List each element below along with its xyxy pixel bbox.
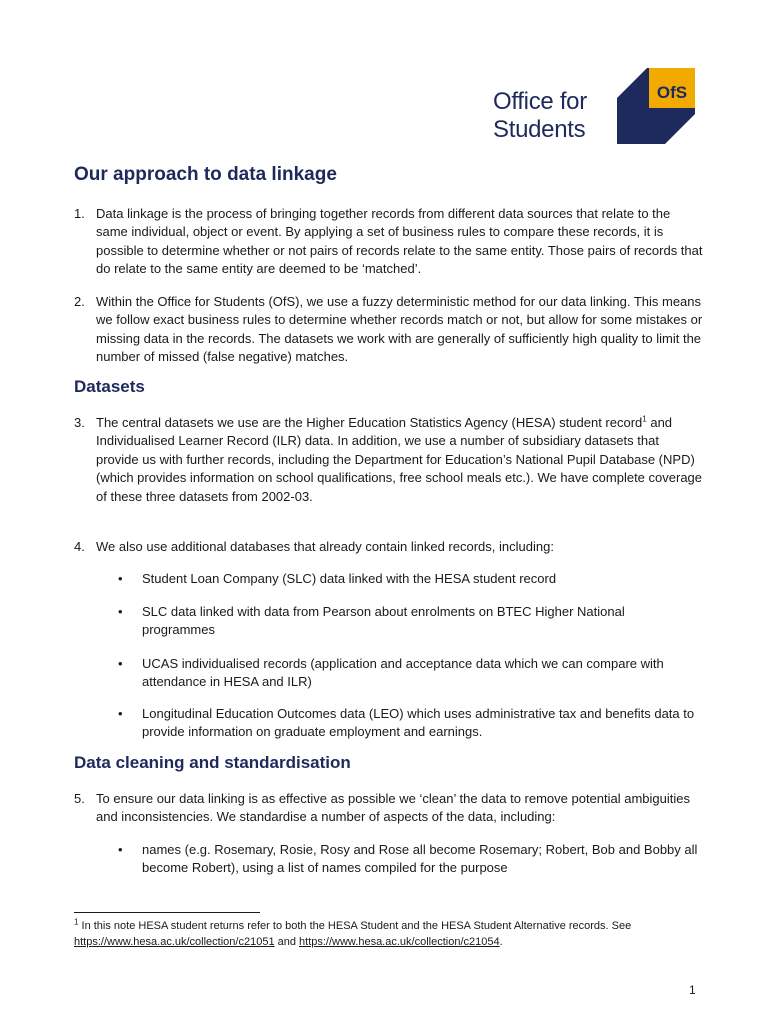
paragraph-3 [74, 414, 704, 506]
badge-text: OfS [656, 83, 688, 102]
paragraph-text: We also use additional databases that already contain linked records, including: [96, 539, 554, 554]
footnote-text-c: . [499, 936, 503, 948]
heading-data-cleaning: Data cleaning and standardisation [74, 753, 351, 772]
logo-wordmark [493, 88, 587, 144]
paragraph-number: 3. [74, 415, 85, 430]
footnote-marker: 1 [74, 917, 79, 927]
list-item-text: SLC data linked with data from Pearson about enrolments on BTEC Higher National programmes [142, 604, 625, 638]
list-item-text: Longitudinal Education Outcomes data (LEO) which uses administrative tax and benefits data to provide information on graduate employment and earnings. [142, 706, 695, 740]
bullet-glyph: • [118, 604, 123, 619]
paragraph-4 [74, 538, 704, 556]
ofs-badge-icon [617, 68, 695, 144]
page-number: 1 [689, 983, 696, 997]
footnote-text-a: In this note HESA student returns refer to both the HESA Student and the HESA Student Alternative records. See [78, 920, 632, 932]
list-item-text: UCAS individualised records (application and acceptance data which we can compare with attendance in HESA and ILR) [142, 656, 664, 690]
footnote [74, 918, 694, 950]
ofs-logo [493, 68, 697, 144]
bullet-glyph: • [118, 842, 123, 857]
paragraph-number: 2. [74, 294, 85, 309]
paragraph-5 [74, 790, 704, 827]
paragraph-text: Within the Office for Students (OfS), we use a fuzzy deterministic method for our data linking. This means we follow exact business rules to determine whether records match or not, but allow for some mistakes or missing data in the records. The datasets we work with are generally of sufficiently high quality to limit the number of missed (false negative) matches. [96, 294, 703, 365]
paragraph-1 [74, 205, 704, 279]
page-title: Our approach to data linkage [74, 164, 337, 185]
paragraph-number: 5. [74, 791, 85, 806]
logo-line-2: Students [493, 116, 586, 143]
list-item [118, 841, 698, 878]
bullet-glyph: • [118, 706, 123, 721]
heading-datasets: Datasets [74, 377, 145, 396]
paragraph-2 [74, 293, 704, 367]
list-item [118, 705, 698, 742]
paragraph-text [96, 414, 704, 506]
list-item-text: Student Loan Company (SLC) data linked with the HESA student record [142, 571, 557, 586]
footnote-ref[interactable]: 1 [642, 414, 647, 424]
bullet-glyph: • [118, 571, 123, 586]
footnote-link-c21051[interactable]: https://www.hesa.ac.uk/collection/c21051 [74, 936, 275, 948]
paragraph-number: 1. [74, 206, 85, 221]
footnote-divider [74, 912, 260, 913]
list-item-text: names (e.g. Rosemary, Rosie, Rosy and Rose all become Rosemary; Robert, Bob and Bobby all become Robert), using a list of names compiled for the purpose [142, 842, 698, 876]
paragraph-text: To ensure our data linking is as effective as possible we ‘clean’ the data to remove potential ambiguities and inconsistencies. We standardise a number of aspects of the data, including: [96, 791, 691, 825]
list-item [118, 655, 698, 692]
logo-line-1: Office for [493, 88, 587, 115]
footnote-text-b: and [274, 936, 300, 948]
paragraph-text: Data linkage is the process of bringing together records from different data sources that relate to the same individual, object or event. By applying a set of business rules to compare these records, it is possible to determine whether or not pairs of records relate to the same entity. Those pairs of records that do relate to the same entity are deemed to be ‘matched’. [96, 206, 703, 277]
list-item [118, 603, 698, 640]
paragraph-number: 4. [74, 539, 85, 554]
paragraph-3-text-b: and Individualised Learner Record (ILR) data. In addition, we use a number of subsidiary datasets that provide us with further records, including the Department for Education’s National Pupil Database (NPD) (which provides information on school qualifications, free school meals etc.). We have complete coverage of these three datasets from 2002-03. [96, 415, 703, 504]
bullet-glyph: • [118, 656, 123, 671]
list-item [118, 570, 698, 588]
footnote-link-c21054[interactable]: https://www.hesa.ac.uk/collection/c21054 [299, 936, 500, 948]
paragraph-3-text-a: The central datasets we use are the Higher Education Statistics Agency (HESA) student record [96, 415, 643, 430]
